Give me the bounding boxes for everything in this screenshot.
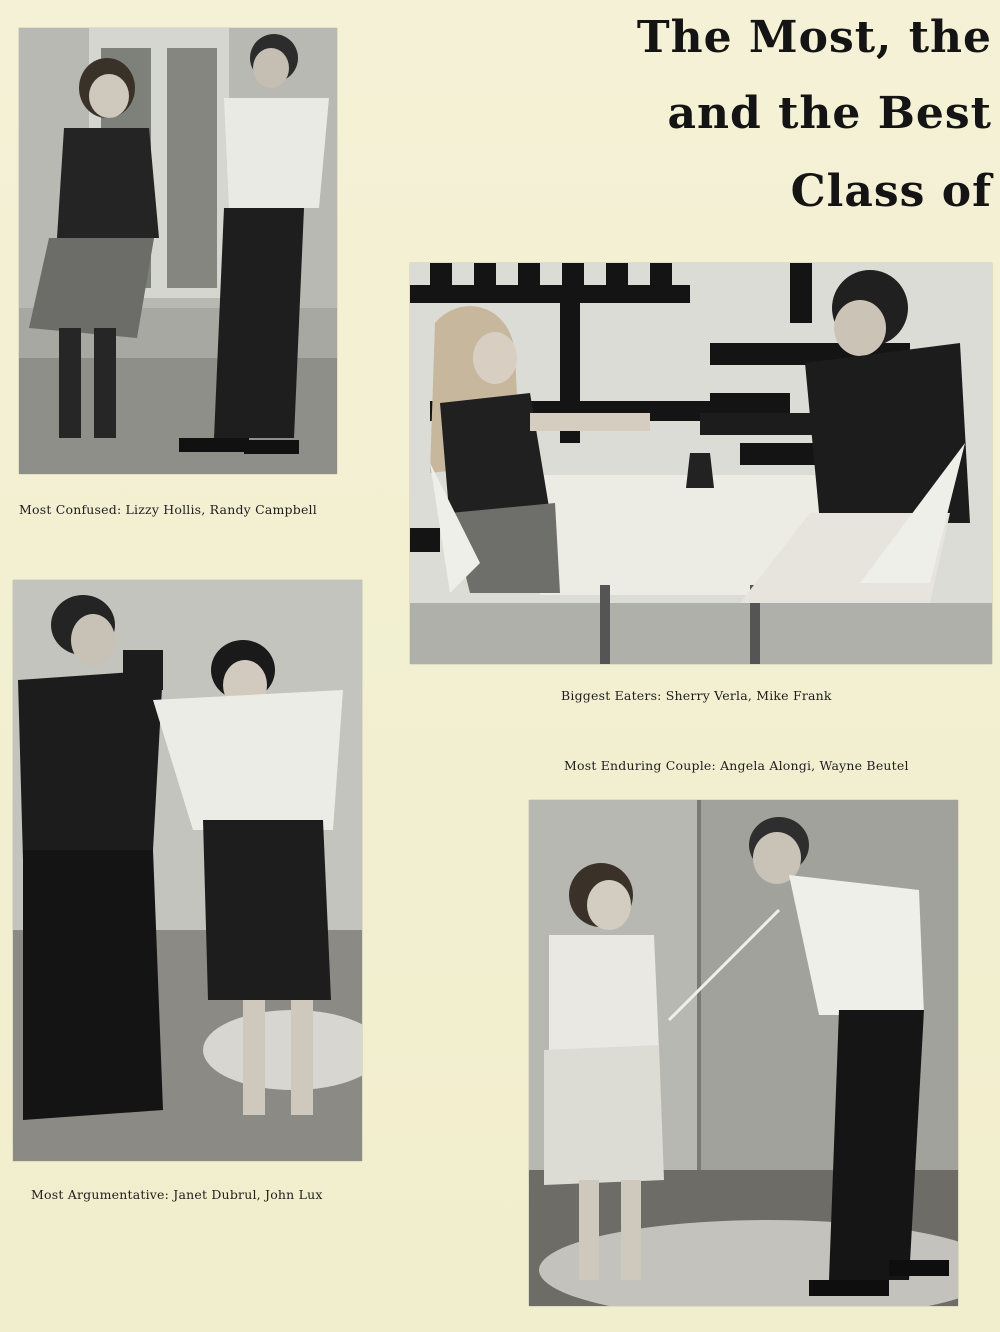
photo-most-argumentative — [13, 580, 362, 1161]
photo-biggest-eaters-image — [410, 263, 992, 664]
photo-most-confused-image — [19, 28, 337, 474]
photo-most-enduring-couple-image — [529, 800, 958, 1306]
caption-most-confused: Most Confused: Lizzy Hollis, Randy Campbell — [19, 502, 317, 517]
page-title-line-2: and the Best — [667, 88, 992, 139]
photo-most-enduring-couple — [529, 800, 958, 1306]
photo-biggest-eaters — [410, 263, 992, 664]
caption-most-enduring-couple: Most Enduring Couple: Angela Alongi, Wayne Beutel — [564, 758, 909, 773]
page-title-line-1: The Most, the — [636, 12, 992, 63]
caption-most-argumentative: Most Argumentative: Janet Dubrul, John Lux — [31, 1187, 323, 1202]
caption-biggest-eaters: Biggest Eaters: Sherry Verla, Mike Frank — [561, 688, 832, 703]
photo-most-argumentative-image — [13, 580, 362, 1161]
page-title-line-3: Class of — [790, 166, 992, 217]
photo-most-confused — [19, 28, 337, 474]
